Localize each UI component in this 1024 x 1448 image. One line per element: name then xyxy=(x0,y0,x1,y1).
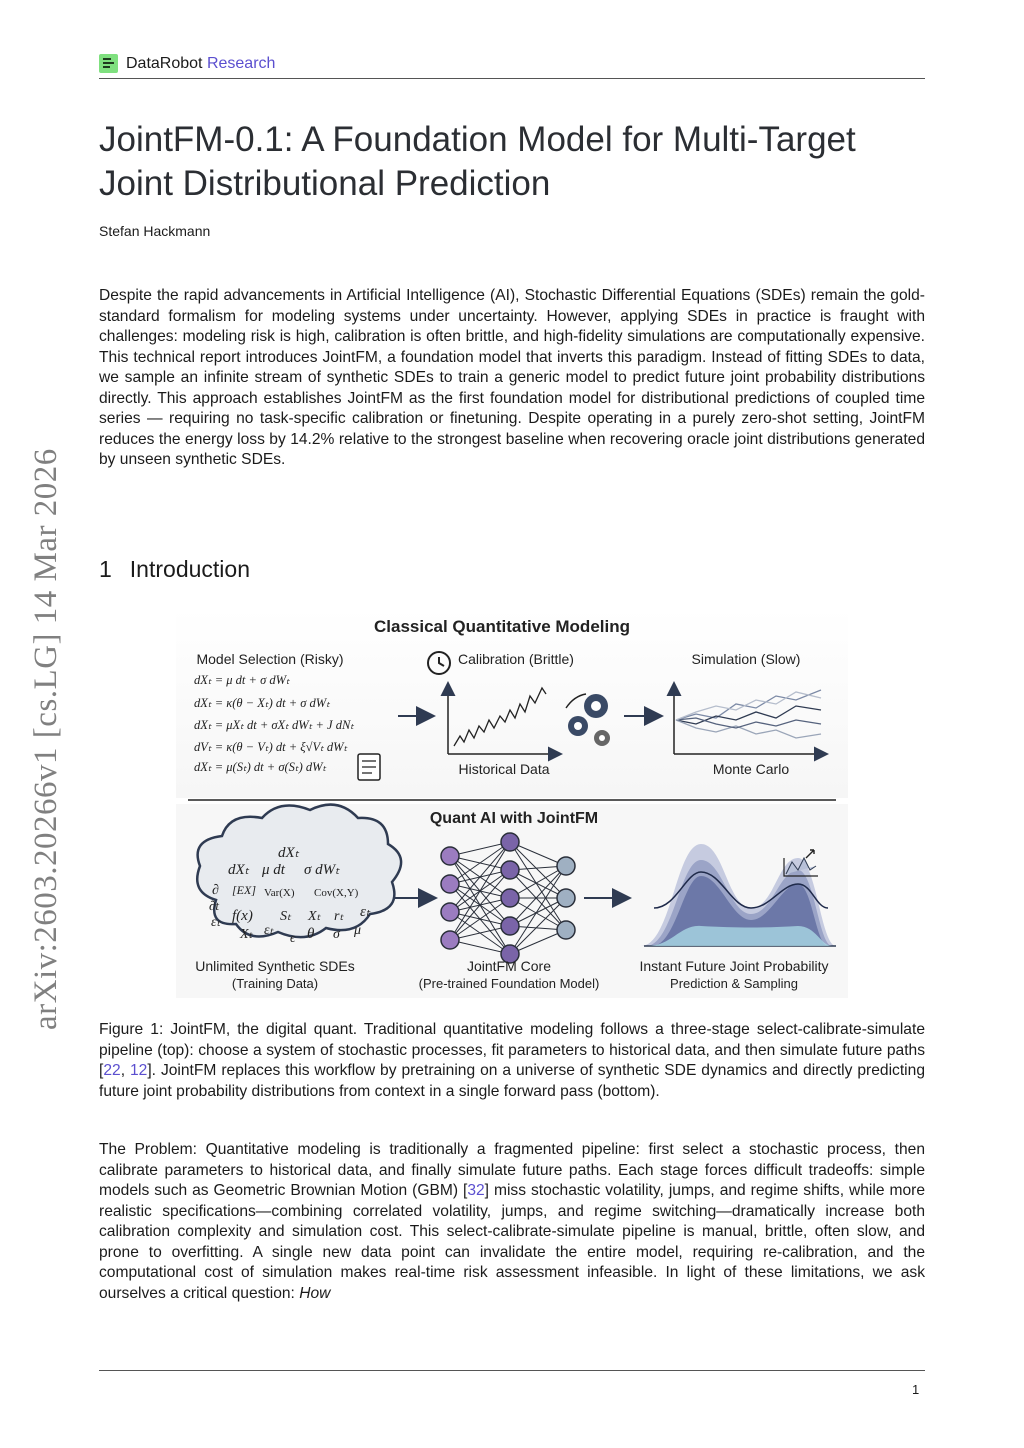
cloud-term: ∂t xyxy=(209,898,220,913)
cloud-term: dXₜ xyxy=(278,845,300,861)
cloud-term: σ dWₜ xyxy=(304,862,340,878)
citation-link[interactable]: 12 xyxy=(129,1062,148,1079)
network-node xyxy=(441,903,459,921)
datarobot-logo-icon xyxy=(99,54,118,73)
cloud-term: rₜ xyxy=(334,909,344,924)
cloud-term: μ dt xyxy=(262,862,285,878)
network-node xyxy=(441,875,459,893)
checklist-icon xyxy=(358,754,380,780)
paper-title xyxy=(99,118,939,206)
caption-label: Figure 1: xyxy=(99,1021,164,1038)
network-node xyxy=(501,833,519,851)
cloud-term: Xₜ xyxy=(240,927,253,942)
equation-5: dXₜ = μ(Sₜ) dt + σ(Sₜ) dWₜ xyxy=(194,760,327,774)
body-text-b: ] miss stochastic volatility, jumps, and regime shifts, while more realistic specifications—combining correlated volatility, jumps, and regime switching—dramatically increase both calibration complexity and simulation cost. This select-calibrate-simulate pipeline is manual, brittle, often slow, and prone to overfitting. A single new data point can invalidate the entire model, requiring re-calibration, and the computational cost of simulation makes real-time risk assessment infeasible. In light of these limitations, we ask ourselves a critical question: xyxy=(99,1182,925,1302)
cloud-term: εₜ xyxy=(211,915,221,930)
page-number: 1 xyxy=(912,1382,920,1397)
cloud-term: Var(X) xyxy=(264,887,295,899)
title-line-1: JointFM-0.1: A Foundation Model for Multi-Target xyxy=(99,120,856,159)
monte-carlo-label: Monte Carlo xyxy=(712,761,790,777)
model-selection-label: Model Selection (Risky) xyxy=(196,651,344,667)
citation-separator: , xyxy=(120,1062,130,1079)
body-text-a: The Problem: Quantitative modeling is traditionally a fragmented pipeline: first select a stochastic process, then calibrate parameters to historical data, and finally simulate future paths. Each stage forces difficult tradeoffs: simple models such as Geometric Brownian Motion (GBM) [ xyxy=(99,1141,925,1199)
body-paragraph xyxy=(99,1140,925,1304)
title-line-2: Joint Distributional Prediction xyxy=(99,164,551,203)
prediction-sub: Prediction & Sampling xyxy=(670,976,798,991)
network-node xyxy=(557,889,575,907)
author: Stefan Hackmann xyxy=(99,223,211,239)
section-number: 1 xyxy=(99,556,112,582)
core-label: JointFM Core xyxy=(466,958,552,974)
caption-text-b: ]. JointFM replaces this workflow by pretraining on a universe of synthetic SDE dynamics and directly predicting future joint probability distributions from context in a single forward pass (bottom). xyxy=(99,1062,925,1100)
core-sub: (Pre-trained Foundation Model) xyxy=(418,976,600,991)
citation-link[interactable]: 32 xyxy=(467,1182,485,1199)
cloud-term: σ xyxy=(333,927,340,942)
cloud-term: ∂ xyxy=(212,883,219,898)
footer-rule xyxy=(99,1370,925,1371)
page-header xyxy=(99,52,925,79)
equation-3: dXₜ = μXₜ dt + σXₜ dWₜ + J dNₜ xyxy=(194,718,354,732)
network-node xyxy=(501,889,519,907)
network-node xyxy=(441,847,459,865)
figure-1 xyxy=(176,608,848,998)
historical-label: Historical Data xyxy=(458,761,550,777)
cloud-term: θ xyxy=(307,926,315,942)
cloud-term: dXₜ xyxy=(228,862,250,878)
network-node xyxy=(501,861,519,879)
citation-link[interactable]: 22 xyxy=(103,1062,121,1079)
cloud-term: μ xyxy=(354,923,362,938)
brand-main: DataRobot xyxy=(126,55,203,72)
abstract: Despite the rapid advancements in Artificial Intelligence (AI), Stochastic Differential Equations (SDEs) remain the gold-standard formalism for modeling systems under uncertainty. However, applying SDEs in practice is fraught with challenges: modeling risk is high, calibration is often brittle, and high-fidelity simulations are computationally expensive. This technical report introduces JointFM, a foundation model that inverts this paradigm. Instead of fitting SDEs to data, we sample an infinite stream of synthetic SDEs to train a generic model to predict future joint probability distributions directly. This approach establishes JointFM as the first foundation model for distributional predictions of coupled time series — requiring no task-specific calibration or finetuning. Despite operating in a purely zero-shot setting, JointFM reduces the energy loss by 14.2% relative to the strongest baseline when recovering oracle joint distributions generated by unseen synthetic SDEs. xyxy=(99,287,925,468)
synthetic-sub: (Training Data) xyxy=(231,976,319,991)
prediction-label: Instant Future Joint Probability xyxy=(639,958,829,974)
top-title: Classical Quantitative Modeling xyxy=(373,617,631,636)
cloud-term: ϵ xyxy=(290,930,296,945)
cloud-term: [EX] xyxy=(232,883,256,897)
calibration-label: Calibration (Brittle) xyxy=(458,651,574,667)
body-text-italic: How xyxy=(299,1284,331,1302)
bottom-title: Quant AI with JointFM xyxy=(429,810,599,827)
equation-2: dXₜ = κ(θ − Xₜ) dt + σ dWₜ xyxy=(194,696,330,710)
cloud-term: εₜ xyxy=(264,923,274,938)
brand-name xyxy=(126,55,275,73)
simulation-label: Simulation (Slow) xyxy=(691,651,801,667)
section-heading xyxy=(99,556,250,583)
synthetic-label: Unlimited Synthetic SDEs xyxy=(195,958,355,974)
cloud-term: Sₜ xyxy=(280,909,292,924)
equation-1: dXₜ = μ dt + σ dWₜ xyxy=(194,673,290,687)
cloud-term: Xₜ xyxy=(308,909,321,924)
network-node xyxy=(557,857,575,875)
arxiv-stamp: arXiv:2603.20266v1 [cs.LG] 14 Mar 2026 xyxy=(28,448,64,1030)
brand-accent: Research xyxy=(206,55,276,72)
section-title: Introduction xyxy=(129,556,250,582)
network-node xyxy=(441,931,459,949)
caption-text-a: JointFM, the digital quant. Traditional quantitative modeling follows a three-stage select-calibrate-simulate pipeline (top): choose a system of stochastic processes, fit parameters to historical data, and then simulate future paths [ xyxy=(99,1021,925,1079)
network-node xyxy=(557,921,575,939)
cloud-term: Cov(X,Y) xyxy=(314,887,359,899)
cloud-term: εₜ xyxy=(360,904,371,920)
equation-4: dVₜ = κ(θ − Vₜ) dt + ξ√Vₜ dWₜ xyxy=(194,740,348,754)
network-node xyxy=(501,917,519,935)
figure-caption xyxy=(99,1020,925,1102)
cloud-term: f(x) xyxy=(232,908,253,924)
